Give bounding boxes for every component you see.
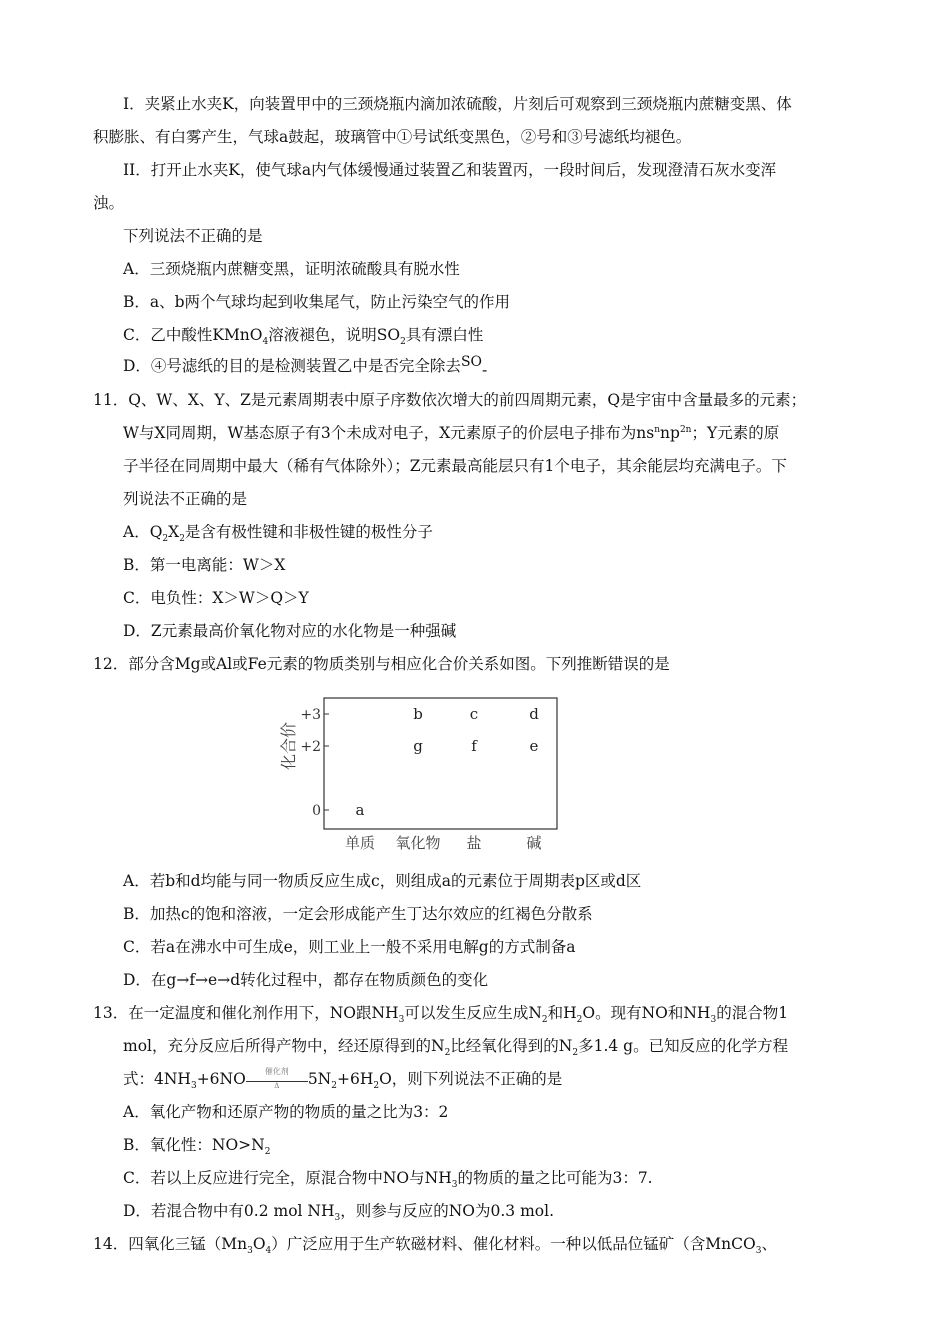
x-category-label: 盐 (466, 834, 482, 852)
point-label-a: a (355, 801, 365, 819)
q10-step1-line1: I．夹紧止水夹K，向装置甲中的三颈烧瓶内滴加浓硫酸，片刻后可观察到三颈烧瓶内蔗糖变黑、体 (123, 95, 792, 113)
y-tick-label: +3 (300, 707, 321, 723)
point-label-f: f (471, 737, 477, 755)
q13-option-d: D．若混合物中有0.2 mol $NH_3$，则参与反应的NO为0.3 mol. (123, 1202, 554, 1224)
q13-option-a: A．氧化产物和还原产物的物质的量之比为3：2 (123, 1103, 449, 1121)
q11-line2: W与X同周期，W基态原子有3个未成对电子，X元素原子的价层电子排布为$ns^nnp^{2n}$；Y元素的原 (123, 424, 780, 442)
point-label-e: e (529, 737, 539, 755)
q10-step1-line2: 积膨胀、有白雾产生，气球a鼓起，玻璃管中①号试纸变黑色，②号和③号滤纸均褪色。 (93, 128, 692, 146)
q12-option-a: A．若b和d均能与同一物质反应生成c，则组成a的元素位于周期表p区或d区 (123, 872, 642, 890)
y-tick-label: 0 (312, 803, 321, 819)
q10-step2-line2: 浊。 (93, 194, 125, 212)
q10-option-a: A．三颈烧瓶内蔗糖变黑，证明浓硫酸具有脱水性 (123, 260, 460, 278)
q10-option-c: C．乙中酸性KMnO$_4$溶液褪色，说明$SO_2$具有漂白性 (123, 326, 484, 348)
q10-option-d: D．④号滤纸的目的是检测装置乙中是否完全除去SO- (123, 354, 488, 379)
y-tick-label: +2 (300, 739, 321, 755)
q11-option-c: C．电负性：X＞W＞Q＞Y (123, 589, 309, 607)
q13-line1: 13．在一定温度和催化剂作用下，NO跟$NH_3$可以发生反应生成$N_2$和$H_2O$。现有NO和$NH_3$的混合物1 (93, 1004, 789, 1026)
q14-line1: 14．四氧化三锰$(Mn_3O_4)$广泛应用于生产软磁材料、催化材料。一种以低品位锰矿（含MnCO$_3$、 (93, 1235, 777, 1257)
q10-step2-line1: II．打开止水夹K，使气球a内气体缓慢通过装置乙和装置丙，一段时间后，发现澄清石灰水变浑 (123, 161, 777, 179)
q12-option-c: C．若a在沸水中可生成e，则工业上一般不采用电解g的方式制备a (123, 938, 576, 956)
q11-option-d: D．Z元素最高价氧化物对应的水化物是一种强碱 (123, 622, 457, 640)
valence-class-chart (270, 688, 580, 858)
point-label-c: c (469, 705, 479, 723)
point-label-g: g (413, 737, 423, 755)
q13-line2: mol，充分反应后所得产物中，经还原得到的$N_2$比经氧化得到的$N_2$多1.4 g。已知反应的化学方程 (123, 1037, 789, 1059)
x-category-label: 氧化物 (395, 834, 441, 852)
q13-option-b: B．氧化性：$NO>N_2$ (123, 1136, 271, 1158)
q10-stem: 下列说法不正确的是 (123, 227, 263, 245)
point-label-d: d (529, 705, 539, 723)
q11-option-a: A．$Q_2X_2$是含有极性键和非极性键的极性分子 (123, 523, 433, 545)
y-axis-label: 化合价 (279, 721, 298, 771)
q13-line3: 式：$4NH_3+6NO$ 催化剂 Δ $5N_2+6H_2O$，则下列说法不正确的是 (123, 1066, 563, 1092)
q11-option-b: B．第一电离能：W＞X (123, 556, 286, 574)
point-label-b: b (413, 705, 423, 723)
q11-line4: 列说法不正确的是 (123, 490, 248, 508)
q12-option-d: D．在g→f→e→d转化过程中，都存在物质颜色的变化 (123, 971, 489, 989)
q12-option-b: B．加热c的饱和溶液，一定会形成能产生丁达尔效应的红褐色分散系 (123, 905, 593, 923)
q12-stem: 12．部分含Mg或Al或Fe元素的物质类别与相应化合价关系如图。下列推断错误的是 (93, 655, 670, 673)
x-category-label: 单质 (344, 834, 376, 852)
reaction-arrow-catalyst: 催化剂 Δ (246, 1079, 308, 1082)
x-category-label: 碱 (526, 834, 542, 852)
q13-option-c: C．若以上反应进行完全，原混合物中NO与$NH_3$的物质的量之比可能为3：7. (123, 1169, 653, 1191)
q10-option-b: B．a、b两个气球均起到收集尾气，防止污染空气的作用 (123, 293, 511, 311)
q11-line3: 子半径在同周期中最大（稀有气体除外）；Z元素最高能层只有1个电子，其余能层均充满电子。下 (123, 457, 787, 475)
q11-line1: 11．Q、W、X、Y、Z是元素周期表中原子序数依次增大的前四周期元素，Q是宇宙中含量最多的元素； (93, 391, 807, 409)
